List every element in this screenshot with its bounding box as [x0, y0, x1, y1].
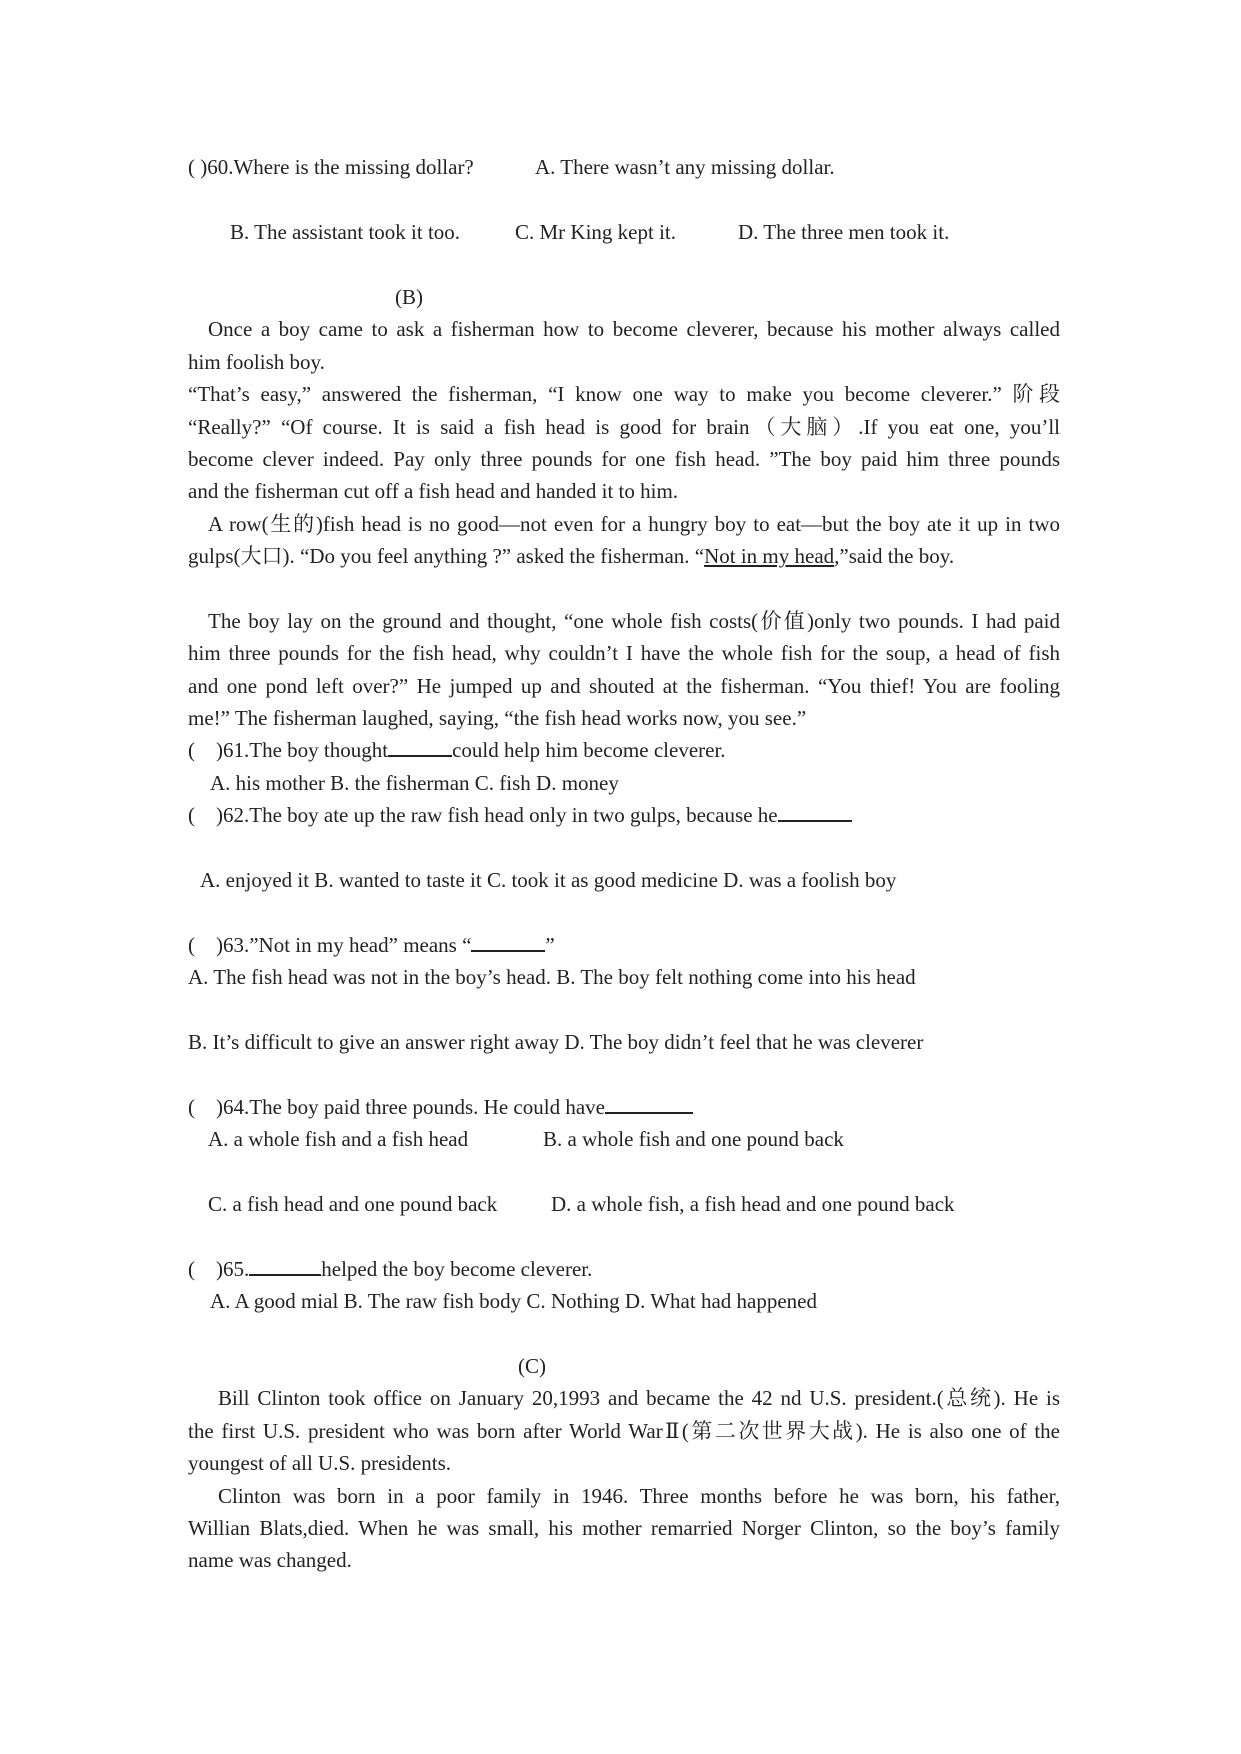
passage-b-line: The boy lay on the ground and thought, “one whole fish costs(价值)only two pounds. I had paid [208, 609, 1060, 633]
line-text: gulps(大口). “Do you feel anything ?” asked the fisherman. “ [188, 544, 705, 568]
q60-stem: ( )60.Where is the missing dollar? [188, 155, 474, 179]
passage-c-line: Bill Clinton took office on January 20,1993 and became the 42 nd U.S. president.(总统). He is [218, 1386, 1060, 1410]
passage-b-line: Once a boy came to ask a fisherman how to become cleverer, because his mother always called [208, 317, 1060, 341]
answer-blank [471, 934, 545, 952]
line-text: ,”said the boy. [834, 544, 955, 568]
q64-option-b: B. a whole fish and one pound back [543, 1127, 844, 1151]
passage-b-line: “That’s easy,” answered the fisherman, “I know one way to make you become cleverer.” 阶段 [188, 382, 1060, 406]
passage-b-line: A row(生的)fish head is no good—not even for a hungry boy to eat—but the boy ate it up in two [208, 512, 1060, 536]
q63-options-1: A. The fish head was not in the boy’s head. B. The boy felt nothing come into his head [188, 965, 916, 989]
q64-pre: ( )64.The boy paid three pounds. He could have [188, 1095, 605, 1119]
passage-b-line: him foolish boy. [188, 350, 325, 374]
q60-option-a: A. There wasn’t any missing dollar. [535, 155, 835, 179]
q62-options: A. enjoyed it B. wanted to taste it C. took it as good medicine D. was a foolish boy [200, 868, 897, 892]
q65-stem [188, 1256, 592, 1282]
q64-option-c: C. a fish head and one pound back [208, 1192, 498, 1216]
passage-b-line: become clever indeed. Pay only three pounds for one fish head. ”The boy paid him three pounds [188, 447, 1060, 471]
q65-post: helped the boy become cleverer. [321, 1257, 593, 1281]
q64-stem [188, 1094, 693, 1120]
q61-options: A. his mother B. the fisherman C. fish D. money [210, 771, 619, 795]
q63-pre: ( )63.”Not in my head” means “ [188, 933, 472, 957]
passage-b-line [188, 543, 954, 569]
q61-pre: ( )61.The boy thought [188, 738, 389, 762]
passage-b-line: “Really?” “Of course. It is said a fish head is good for brain（大脑）.If you eat one, you’ll [188, 415, 1060, 439]
passage-b-line: and the fisherman cut off a fish head and handed it to him. [188, 479, 679, 503]
passage-c-line: youngest of all U.S. presidents. [188, 1451, 452, 1475]
underlined-phrase: Not in my head [704, 544, 835, 568]
q62-stem [188, 802, 852, 828]
q63-options-2: B. It’s difficult to give an answer right away D. The boy didn’t feel that he was cleverer [188, 1030, 924, 1054]
q65-options: A. A good mial B. The raw fish body C. Nothing D. What had happened [210, 1289, 817, 1313]
q64-option-d: D. a whole fish, a fish head and one pound back [551, 1192, 955, 1216]
q61-post: could help him become cleverer. [452, 738, 726, 762]
answer-blank [778, 804, 852, 822]
q63-stem [188, 932, 555, 958]
q64-option-a: A. a whole fish and a fish head [208, 1127, 469, 1151]
passage-c-line: Clinton was born in a poor family in 1946. Three months before he was born, his father, [218, 1484, 1060, 1508]
passage-c-line: the first U.S. president who was born after World WarⅡ(第二次世界大战). He is also one of the [188, 1419, 1060, 1443]
q60-option-d: D. The three men took it. [738, 220, 950, 244]
q60-option-b: B. The assistant took it too. [230, 220, 461, 244]
passage-b-line: me!” The fisherman laughed, saying, “the fish head works now, you see.” [188, 706, 807, 730]
passage-b-line: him three pounds for the fish head, why couldn’t I have the whole fish for the soup, a head of fish [188, 641, 1060, 665]
q63-post: ” [545, 933, 555, 957]
q62-pre: ( )62.The boy ate up the raw fish head only in two gulps, because he [188, 803, 778, 827]
q65-pre: ( )65. [188, 1257, 250, 1281]
passage-c-heading: (C) [518, 1354, 546, 1378]
passage-c-line: name was changed. [188, 1548, 352, 1572]
q61-stem [188, 737, 726, 763]
passage-b-line: and one pond left over?” He jumped up and shouted at the fisherman. “You thief! You are fooling [188, 674, 1060, 698]
passage-b-heading: (B) [395, 285, 423, 309]
passage-c-line: Willian Blats,died. When he was small, his mother remarried Norger Clinton, so the boy’s family [188, 1516, 1060, 1540]
answer-blank [249, 1258, 321, 1276]
answer-blank [605, 1096, 693, 1114]
answer-blank [388, 739, 452, 757]
q60-option-c: C. Mr King kept it. [515, 220, 676, 244]
